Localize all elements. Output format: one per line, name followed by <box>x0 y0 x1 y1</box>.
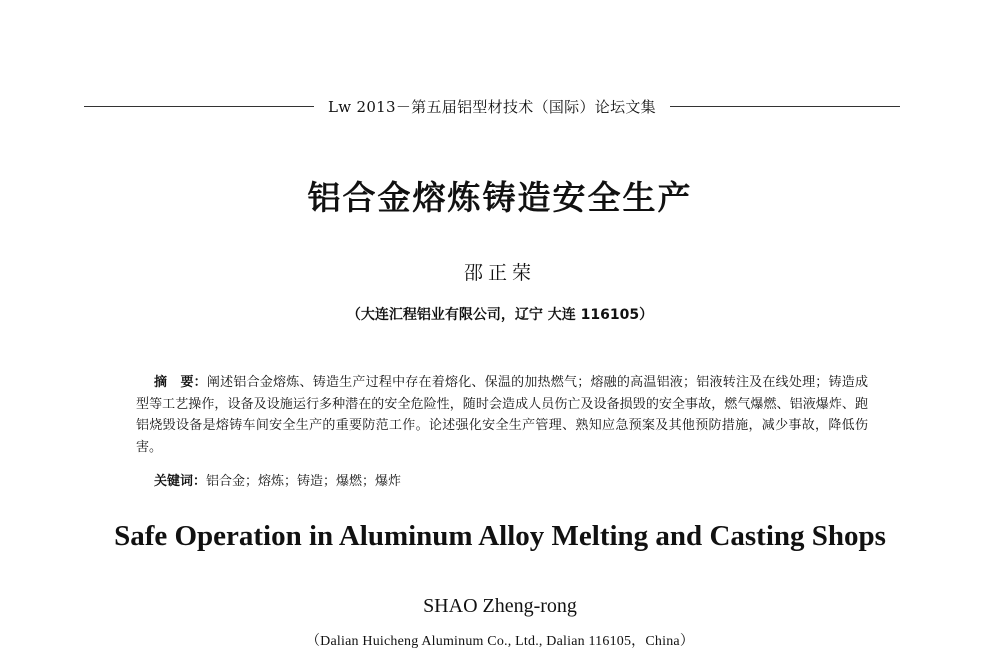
running-title: Lw 2013－第五届铝型材技术（国际）论坛文集 <box>328 97 656 116</box>
abstract-text: 阐述铝合金熔炼、铸造生产过程中存在着熔化、保温的加热燃气；熔融的高温铝液；铝液转注及在线处理；铸造成型等工艺操作，设备及设施运行多种潜在的安全危险性，随时会造成人员伤亡及设备损毁的安全事故，燃气爆燃、铝液爆炸、跑铝烧毁设备是熔铸车间安全生产的重要防范工作。论述强化安全生产管理、熟知应急预案及其他预防措施，减少事故，降低伤害。 <box>136 375 868 455</box>
abstract-label: 摘 要： <box>154 375 207 390</box>
running-header <box>84 92 900 120</box>
author-name-en: SHAO Zheng-rong <box>423 595 577 617</box>
keywords-text: 铝合金；熔炼；铸造；爆燃；爆炸 <box>206 474 402 489</box>
abstract-cn <box>136 372 868 458</box>
keywords-label: 关键词： <box>154 474 207 489</box>
affiliation-en: （Dalian Huicheng Aluminum Co., Ltd., Dalian 116105，China） <box>305 634 695 649</box>
keywords-cn <box>154 470 868 489</box>
affiliation-cn: （大连汇程铝业有限公司，辽宁 大连 116105） <box>346 307 654 323</box>
author-name-cn: 邵正荣 <box>463 262 536 284</box>
paper-title-cn: 铝合金熔炼铸造安全生产 <box>307 178 693 217</box>
header-rule-left <box>84 106 314 107</box>
header-rule-right <box>670 106 900 107</box>
paper-title-en: Safe Operation in Aluminum Alloy Melting and Casting Shops <box>114 520 886 552</box>
